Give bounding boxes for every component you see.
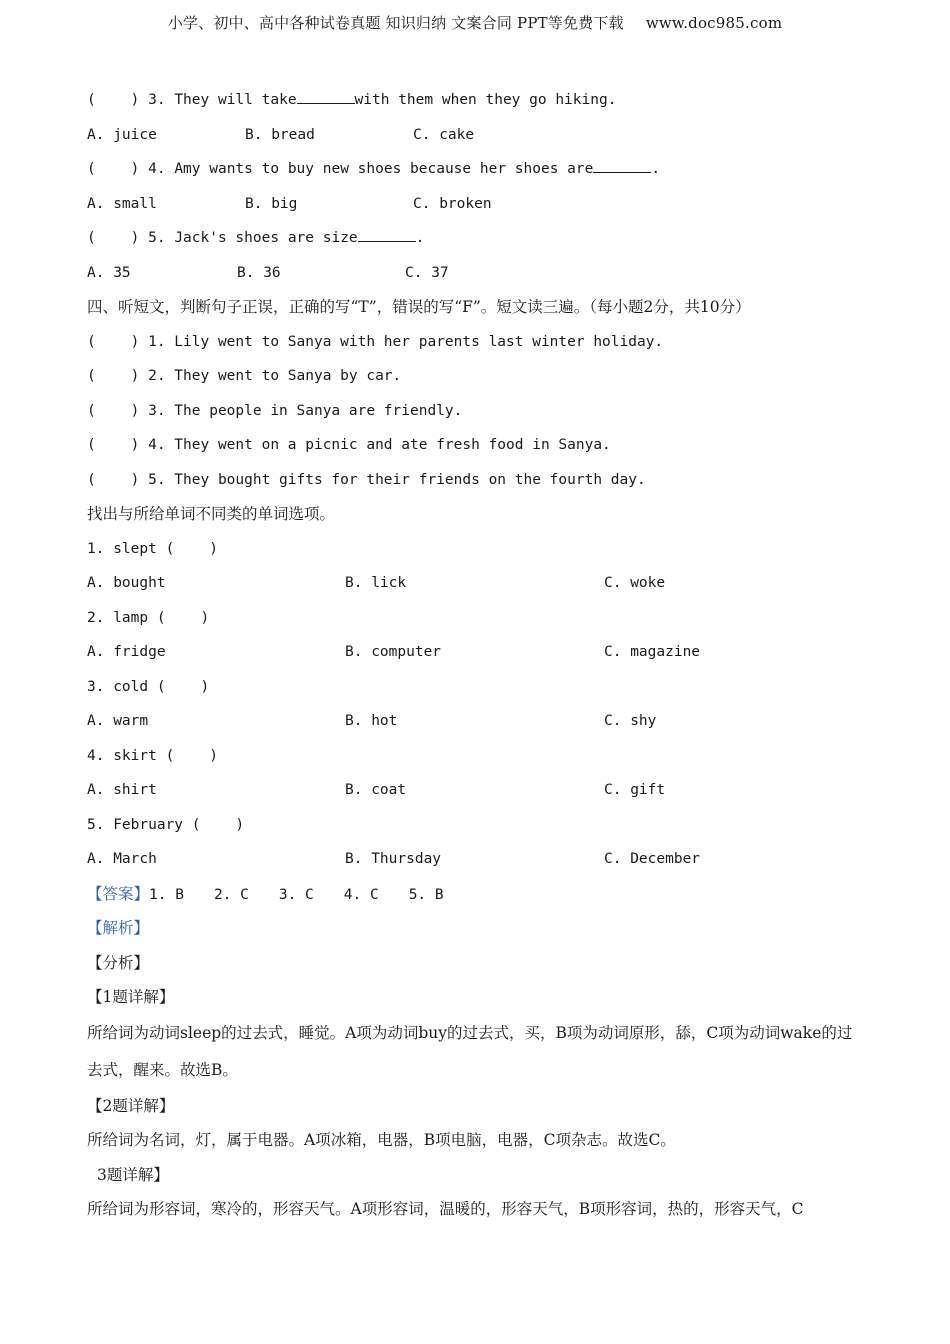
- answer-blank: [593, 158, 651, 173]
- page-header: [0, 12, 950, 33]
- part4-item: ( ) 3. The people in Sanya are friendly.: [87, 402, 463, 419]
- answer-line: 【答案】1. B 2. C 3. C 4. C 5. B: [87, 884, 444, 903]
- q3-explanation: 所给词为形容词，寒冷的，形容天气。A项形容词，温暖的，形容天气，B项形容词，热的，形容天气，C: [87, 1200, 804, 1218]
- odd-one-stem: 2. lamp ( ): [87, 609, 210, 626]
- odd-one-options: A. shirt B. coat C. gift: [87, 782, 666, 798]
- options-3-3: A. juice B. bread C. cake: [87, 126, 475, 143]
- options-3-5: A. 35 B. 36 C. 37: [87, 264, 449, 281]
- odd-one-stem: 1. slept ( ): [87, 540, 218, 557]
- odd-one-options: A. March B. Thursday C. December: [87, 851, 701, 867]
- part4-item: ( ) 4. They went on a picnic and ate fresh food in Sanya.: [87, 437, 611, 453]
- options-3-4: A. small B. big C. broken: [87, 195, 492, 212]
- q2-label: 【2题详解】: [87, 1096, 175, 1115]
- analysis-label: 【解析】: [87, 919, 150, 937]
- odd-one-options: A. warm B. hot C. shy: [87, 713, 657, 729]
- q3-label: 3题详解】: [97, 1165, 169, 1184]
- odd-one-stem: 4. skirt ( ): [87, 747, 218, 764]
- question-3-3: ( ) 3. They will take with them when they go hiking.: [87, 83, 867, 118]
- odd-one-stem: 5. February ( ): [87, 816, 245, 833]
- q2-explanation: 所给词为名词，灯，属于电器。A项冰箱，电器，B项电脑，电器，C项杂志。故选C。: [87, 1131, 676, 1149]
- part4-item: ( ) 2. They went to Sanya by car.: [87, 368, 402, 384]
- header-text: 小学、初中、高中各种试卷真题 知识归纳 文案合同 PPT等免费下载: [167, 14, 624, 32]
- odd-one-options: A. fridge B. computer C. magazine: [87, 644, 701, 660]
- question-3-4: ( ) 4. Amy wants to buy new shoes because her shoes are .: [87, 152, 867, 187]
- document-body: [87, 83, 867, 1227]
- answer-label: 【答案】: [87, 884, 150, 903]
- answer-blank: [358, 227, 416, 242]
- q1-explanation: 所给词为动词sleep的过去式，睡觉。A项为动词buy的过去式，买，B项为动词原形，舔，C项为动词wake的过去式，醒来。故选B。: [87, 1023, 853, 1079]
- question-3-5: ( ) 5. Jack's shoes are size .: [87, 221, 867, 256]
- odd-one-stem: 3. cold ( ): [87, 678, 210, 695]
- answer-blank: [297, 89, 355, 104]
- part4-item: ( ) 5. They bought gifts for their friends on the fourth day.: [87, 471, 646, 488]
- odd-one-title: 找出与所给单词不同类的单词选项。: [87, 505, 336, 523]
- fenxi-label: 【分析】: [87, 953, 150, 972]
- q1-label: 【1题详解】: [87, 988, 175, 1006]
- header-site: www.doc985.com: [645, 14, 783, 32]
- part4-item: ( ) 1. Lily went to Sanya with her parents last winter holiday.: [87, 333, 664, 350]
- part4-title: 四、听短文，判断句子正误，正确的写“T”，错误的写“F”。短文读三遍。（每小题2分，共10分）: [87, 298, 751, 316]
- odd-one-options: A. bought B. lick C. woke: [87, 575, 666, 591]
